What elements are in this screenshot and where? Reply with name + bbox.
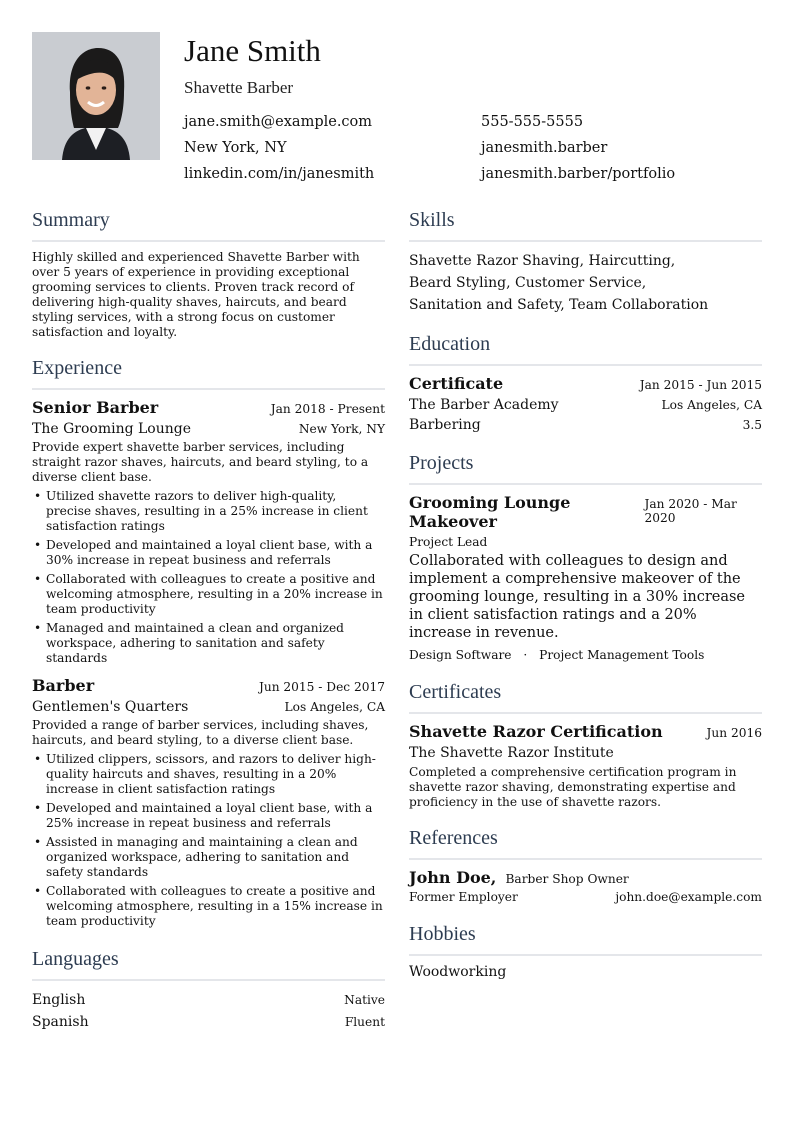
projects-heading: Projects bbox=[409, 452, 474, 474]
job-description: Provided a range of barber services, including shaves, haircuts, and beard styling, to a diverse client base. bbox=[32, 718, 369, 747]
references-heading: References bbox=[409, 827, 498, 849]
hobbies-section bbox=[409, 922, 762, 980]
section-divider bbox=[409, 240, 762, 242]
education-school: The Barber Academy bbox=[409, 397, 559, 413]
summary-text: Highly skilled and experienced Shavette Barber with over 5 years of experience in providing exceptional grooming services to clients. Proven track record of delivering high-quality shaves, haircuts, and beard styling services, with a strong focus on customer satisfaction and loyalty. bbox=[32, 250, 360, 339]
portrait-icon bbox=[32, 32, 160, 160]
linkedin-link[interactable]: linkedin.com/in/janesmith bbox=[184, 166, 375, 182]
job-description: Provide expert shavette barber services, including straight razor shaves, haircuts, and beard styling, to a diverse client base. bbox=[32, 440, 369, 484]
portfolio-link[interactable]: janesmith.barber/portfolio bbox=[481, 166, 676, 182]
job-bullet: • Collaborated with colleagues to create a positive and welcoming atmosphere, resulting in a 20% increase in team productivity bbox=[34, 572, 383, 616]
job-bullet: • Utilized clippers, scissors, and razors to deliver high-quality haircuts and shaves, resulting in a 20% increase in client satisfaction ratings bbox=[34, 752, 376, 796]
project-description: Collaborated with colleagues to design and implement a comprehensive makeover of the grooming lounge, resulting in a 30% increase in client satisfaction ratings and a 20% increase in revenue. bbox=[409, 553, 745, 641]
certificates-heading: Certificates bbox=[409, 681, 502, 703]
job-entry bbox=[32, 676, 385, 929]
certificates-section bbox=[409, 680, 762, 810]
job-location: Los Angeles, CA bbox=[284, 700, 385, 714]
language-name: Spanish bbox=[32, 1014, 89, 1030]
job-date: Jan 2018 - Present bbox=[270, 402, 385, 416]
hobby-item: Woodworking bbox=[409, 964, 507, 980]
education-field: Barbering bbox=[409, 417, 481, 433]
reference-relation: Former Employer bbox=[409, 890, 518, 904]
job-company: Gentlemen's Quarters bbox=[32, 699, 189, 715]
job-bullet: • Utilized shavette razors to deliver high-quality, precise shaves, resulting in a 25% increase in client satisfaction ratings bbox=[34, 489, 368, 533]
language-row bbox=[32, 1011, 385, 1033]
job-bullet: • Collaborated with colleagues to create a positive and welcoming atmosphere, resulting in a 15% increase in team productivity bbox=[34, 884, 383, 928]
references-section bbox=[409, 826, 762, 904]
right-column bbox=[409, 208, 762, 980]
reference-email[interactable]: john.doe@example.com bbox=[615, 890, 762, 904]
certificate-date: Jun 2016 bbox=[706, 726, 762, 740]
bullet-icon: • bbox=[34, 621, 42, 635]
job-bullet: • Managed and maintained a clean and organized workspace, adhering to sanitation and safety standards bbox=[34, 621, 344, 665]
language-name: English bbox=[32, 992, 86, 1008]
separator-dot: · bbox=[523, 648, 528, 662]
language-level: Native bbox=[344, 993, 385, 1007]
candidate-name: Jane Smith bbox=[184, 33, 321, 68]
section-divider bbox=[409, 364, 762, 366]
education-degree: Certificate bbox=[409, 374, 504, 393]
job-title: Senior Barber bbox=[32, 398, 159, 417]
section-divider bbox=[32, 979, 385, 981]
bullet-icon: • bbox=[34, 572, 42, 586]
section-divider bbox=[32, 388, 385, 390]
job-entry bbox=[32, 398, 385, 666]
job-bullet: • Assisted in managing and maintaining a clean and organized workspace, adhering to sanitation and safety standards bbox=[34, 835, 358, 879]
job-company: The Grooming Lounge bbox=[32, 421, 192, 437]
job-bullet-list bbox=[32, 489, 385, 666]
job-title: Barber bbox=[32, 676, 95, 695]
hobbies-heading: Hobbies bbox=[409, 923, 476, 945]
bullet-icon: • bbox=[34, 489, 42, 503]
bullet-icon: • bbox=[34, 801, 42, 815]
section-divider bbox=[409, 483, 762, 485]
project-keyword: Design Software bbox=[409, 648, 512, 662]
profile-photo bbox=[32, 32, 160, 160]
certificate-description: Completed a comprehensive certification program in shavette razor shaving, demonstrating expertise and proficiency in the use of shavette razors. bbox=[409, 765, 737, 809]
section-divider bbox=[32, 240, 385, 242]
bullet-icon: • bbox=[34, 538, 42, 552]
projects-section bbox=[409, 451, 762, 662]
job-bullet: • Developed and maintained a loyal client base, with a 30% increase in repeat business and referrals bbox=[34, 538, 373, 567]
certificate-name: Shavette Razor Certification bbox=[409, 722, 663, 741]
skills-line: Shavette Razor Shaving, Haircutting, bbox=[409, 253, 676, 269]
project-keywords bbox=[409, 648, 762, 662]
experience-heading: Experience bbox=[32, 357, 122, 379]
education-date: Jan 2015 - Jun 2015 bbox=[639, 378, 762, 392]
candidate-title: Shavette Barber bbox=[184, 78, 294, 97]
language-level: Fluent bbox=[344, 1015, 385, 1029]
section-divider bbox=[409, 712, 762, 714]
section-divider bbox=[409, 954, 762, 956]
language-row bbox=[32, 989, 385, 1011]
project-role: Project Lead bbox=[409, 535, 488, 549]
skills-heading: Skills bbox=[409, 209, 455, 231]
left-column bbox=[32, 208, 385, 1033]
job-location: New York, NY bbox=[298, 422, 385, 436]
skills-section bbox=[409, 208, 762, 316]
languages-section bbox=[32, 947, 385, 1033]
project-date: Jan 2020 - Mar 2020 bbox=[644, 497, 737, 525]
skills-line: Sanitation and Safety, Team Collaboration bbox=[409, 297, 709, 313]
experience-section bbox=[32, 356, 385, 929]
website-link[interactable]: janesmith.barber bbox=[481, 140, 608, 156]
bullet-icon: • bbox=[34, 835, 42, 849]
education-score: 3.5 bbox=[742, 418, 762, 432]
email-link[interactable]: jane.smith@example.com bbox=[184, 114, 373, 130]
languages-heading: Languages bbox=[32, 948, 119, 970]
certificate-issuer: The Shavette Razor Institute bbox=[409, 745, 614, 761]
bullet-icon: • bbox=[34, 884, 42, 898]
education-location: Los Angeles, CA bbox=[661, 398, 762, 412]
job-bullet: • Developed and maintained a loyal client base, with a 25% increase in repeat business and referrals bbox=[34, 801, 373, 830]
reference-name: John Doe, bbox=[409, 868, 497, 887]
education-section bbox=[409, 332, 762, 433]
summary-section bbox=[32, 208, 385, 340]
phone-number[interactable]: 555-555-5555 bbox=[481, 114, 584, 130]
skills-line: Beard Styling, Customer Service, bbox=[409, 275, 647, 291]
project-keyword: Project Management Tools bbox=[539, 648, 705, 662]
summary-heading: Summary bbox=[32, 209, 110, 231]
project-name: Grooming Lounge Makeover bbox=[409, 493, 571, 531]
job-bullet-list bbox=[32, 752, 385, 929]
location-text: New York, NY bbox=[184, 140, 287, 156]
education-heading: Education bbox=[409, 333, 491, 355]
job-date: Jun 2015 - Dec 2017 bbox=[258, 680, 385, 694]
bullet-icon: • bbox=[34, 752, 42, 766]
reference-role: Barber Shop Owner bbox=[505, 872, 629, 886]
section-divider bbox=[409, 858, 762, 860]
